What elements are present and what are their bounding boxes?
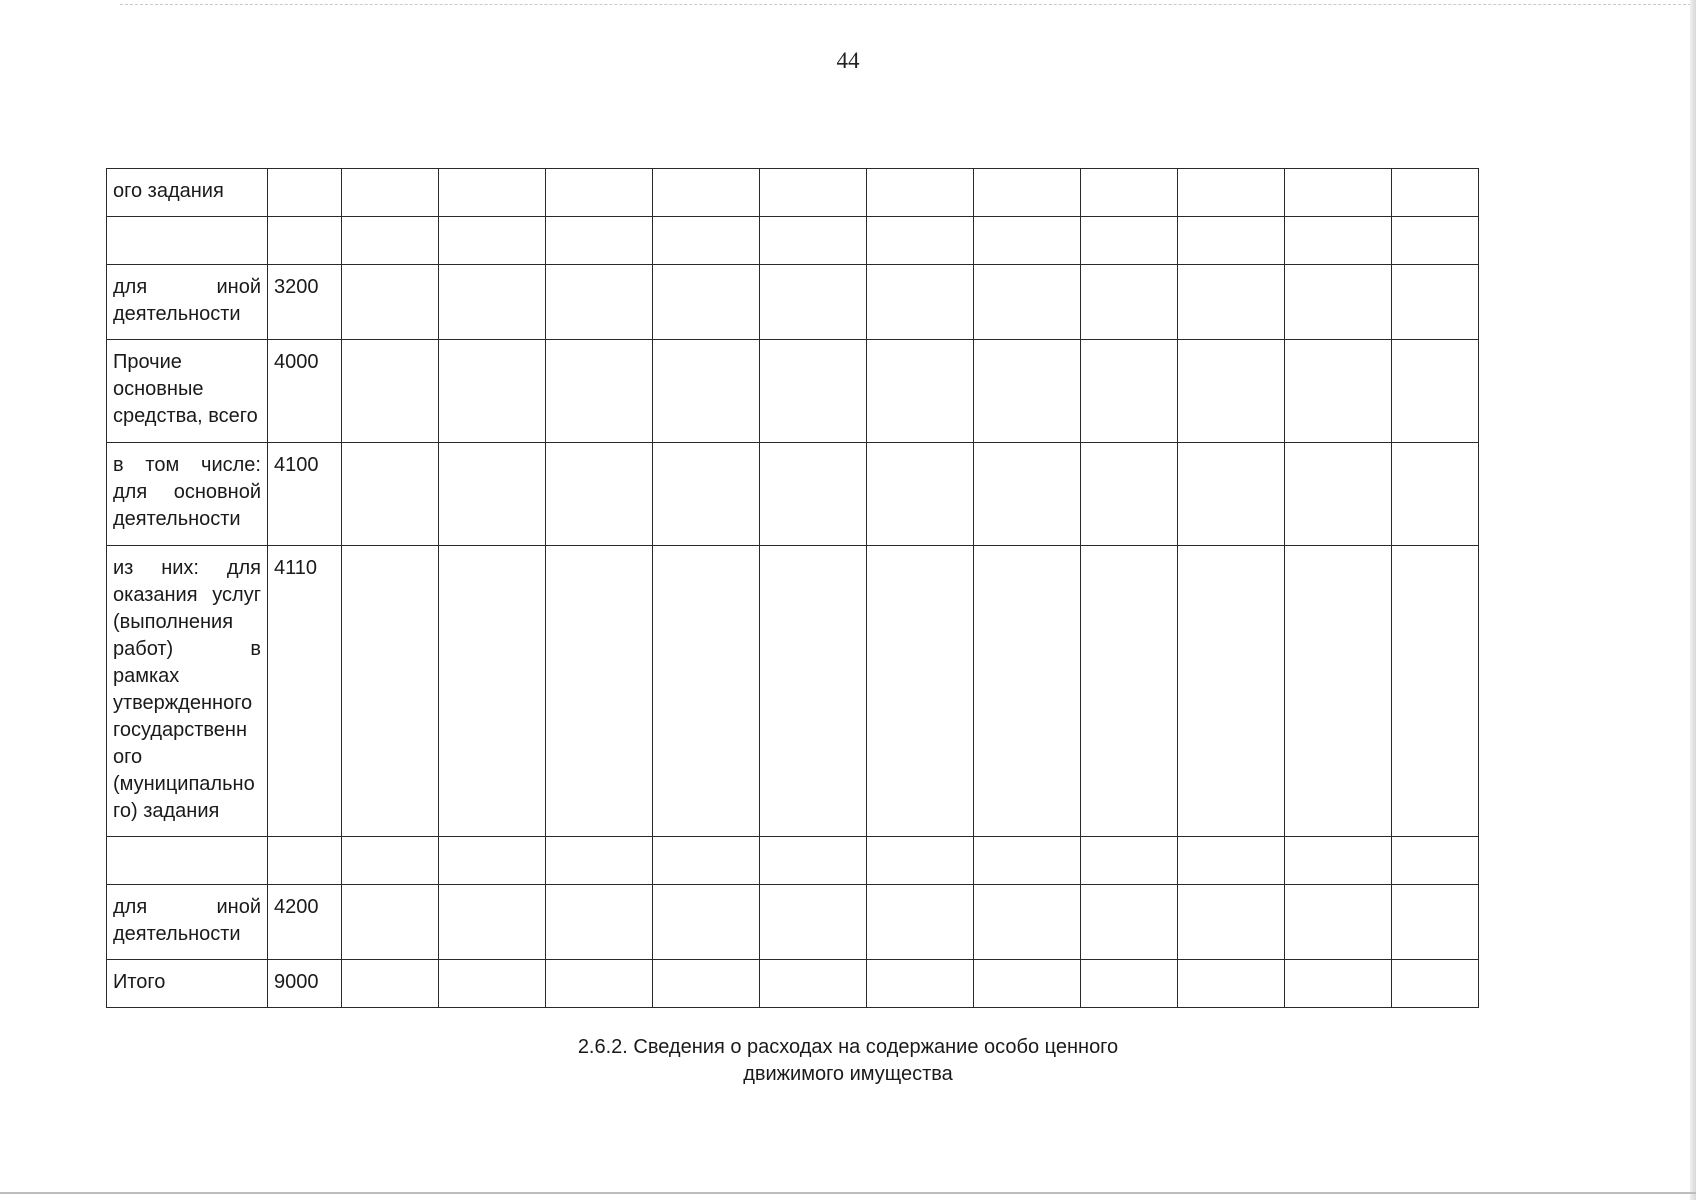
empty-cell — [867, 217, 974, 265]
empty-cell — [546, 340, 653, 443]
page-edge-shadow — [1690, 0, 1696, 1200]
caption-line-2: движимого имущества — [743, 1063, 953, 1085]
empty-cell — [653, 960, 760, 1008]
bottom-edge-line — [0, 1192, 1696, 1194]
empty-cell — [653, 340, 760, 443]
row-code: 4000 — [268, 340, 342, 443]
row-label — [107, 217, 268, 265]
row-code: 4200 — [268, 885, 342, 960]
empty-cell — [1392, 960, 1479, 1008]
empty-cell — [342, 960, 439, 1008]
row-code — [268, 217, 342, 265]
empty-cell — [974, 443, 1081, 546]
row-code: 9000 — [268, 960, 342, 1008]
empty-cell — [760, 837, 867, 885]
empty-cell — [760, 546, 867, 837]
empty-cell — [1285, 265, 1392, 340]
empty-cell — [439, 340, 546, 443]
table-row — [107, 340, 1479, 443]
empty-cell — [867, 169, 974, 217]
empty-cell — [342, 265, 439, 340]
empty-cell — [546, 265, 653, 340]
empty-cell — [760, 443, 867, 546]
empty-cell — [1178, 340, 1285, 443]
empty-cell — [760, 340, 867, 443]
empty-cell — [653, 217, 760, 265]
table-row — [107, 546, 1479, 837]
row-label: для иной деятельности — [107, 265, 268, 340]
empty-cell — [867, 546, 974, 837]
empty-cell — [1392, 169, 1479, 217]
empty-cell — [1392, 546, 1479, 837]
empty-cell — [1178, 885, 1285, 960]
row-label: в том числе: для основной деятельности — [107, 443, 268, 546]
empty-cell — [1178, 443, 1285, 546]
empty-cell — [867, 340, 974, 443]
empty-cell — [867, 885, 974, 960]
caption-line-1: 2.6.2. Сведения о расходах на содержание особо ценного — [577, 1036, 1119, 1058]
empty-cell — [439, 885, 546, 960]
empty-cell — [867, 960, 974, 1008]
empty-cell — [974, 169, 1081, 217]
table-row — [107, 169, 1479, 217]
empty-cell — [1081, 217, 1178, 265]
empty-cell — [1081, 443, 1178, 546]
empty-cell — [1392, 265, 1479, 340]
empty-cell — [1392, 837, 1479, 885]
empty-cell — [1285, 217, 1392, 265]
table-row — [107, 265, 1479, 340]
empty-cell — [546, 885, 653, 960]
empty-cell — [653, 885, 760, 960]
empty-cell — [439, 443, 546, 546]
empty-cell — [867, 443, 974, 546]
empty-cell — [653, 837, 760, 885]
empty-cell — [439, 169, 546, 217]
empty-cell — [546, 217, 653, 265]
section-caption — [0, 1034, 1696, 1088]
empty-cell — [974, 340, 1081, 443]
empty-cell — [1081, 546, 1178, 837]
empty-cell — [342, 217, 439, 265]
empty-cell — [974, 837, 1081, 885]
empty-cell — [1178, 837, 1285, 885]
empty-cell — [1081, 340, 1178, 443]
empty-cell — [1285, 546, 1392, 837]
empty-cell — [974, 546, 1081, 837]
empty-cell — [653, 443, 760, 546]
empty-cell — [439, 546, 546, 837]
empty-cell — [1178, 265, 1285, 340]
empty-cell — [1392, 443, 1479, 546]
empty-cell — [342, 885, 439, 960]
empty-cell — [760, 885, 867, 960]
empty-cell — [653, 546, 760, 837]
empty-cell — [342, 546, 439, 837]
row-label: ого задания — [107, 169, 268, 217]
row-label: из них: для оказания услуг (выполнения работ) в рамках утвержденного государственн ого (муниципально го) задания — [107, 546, 268, 837]
assets-table — [106, 168, 1479, 1008]
empty-cell — [760, 265, 867, 340]
table-row — [107, 960, 1479, 1008]
empty-cell — [974, 265, 1081, 340]
empty-cell — [760, 169, 867, 217]
empty-cell — [1081, 960, 1178, 1008]
empty-cell — [760, 960, 867, 1008]
empty-cell — [974, 960, 1081, 1008]
empty-cell — [1081, 837, 1178, 885]
table-row — [107, 837, 1479, 885]
empty-cell — [342, 443, 439, 546]
table-row — [107, 443, 1479, 546]
empty-cell — [546, 837, 653, 885]
row-code: 4110 — [268, 546, 342, 837]
row-code — [268, 169, 342, 217]
empty-cell — [439, 837, 546, 885]
row-label: Итого — [107, 960, 268, 1008]
empty-cell — [546, 169, 653, 217]
empty-cell — [867, 265, 974, 340]
empty-cell — [1081, 265, 1178, 340]
empty-cell — [342, 169, 439, 217]
empty-cell — [1081, 885, 1178, 960]
empty-cell — [546, 443, 653, 546]
row-label — [107, 837, 268, 885]
empty-cell — [1285, 340, 1392, 443]
empty-cell — [439, 217, 546, 265]
empty-cell — [1285, 169, 1392, 217]
empty-cell — [1285, 837, 1392, 885]
empty-cell — [342, 340, 439, 443]
empty-cell — [867, 837, 974, 885]
empty-cell — [974, 885, 1081, 960]
empty-cell — [439, 265, 546, 340]
empty-cell — [1392, 885, 1479, 960]
page-number: 44 — [836, 48, 860, 73]
row-label: для иной деятельности — [107, 885, 268, 960]
empty-cell — [1285, 443, 1392, 546]
row-code: 4100 — [268, 443, 342, 546]
row-code: 3200 — [268, 265, 342, 340]
empty-cell — [1081, 169, 1178, 217]
empty-cell — [1178, 169, 1285, 217]
empty-cell — [1178, 546, 1285, 837]
empty-cell — [1392, 217, 1479, 265]
empty-cell — [342, 837, 439, 885]
empty-cell — [760, 217, 867, 265]
empty-cell — [653, 169, 760, 217]
row-label: Прочие основные средства, всего — [107, 340, 268, 443]
empty-cell — [1178, 960, 1285, 1008]
empty-cell — [974, 217, 1081, 265]
empty-cell — [439, 960, 546, 1008]
empty-cell — [653, 265, 760, 340]
empty-cell — [1392, 340, 1479, 443]
table-row — [107, 217, 1479, 265]
empty-cell — [1178, 217, 1285, 265]
table-row — [107, 885, 1479, 960]
empty-cell — [546, 960, 653, 1008]
empty-cell — [1285, 960, 1392, 1008]
top-edge-line — [120, 4, 1696, 5]
empty-cell — [546, 546, 653, 837]
row-code — [268, 837, 342, 885]
empty-cell — [1285, 885, 1392, 960]
